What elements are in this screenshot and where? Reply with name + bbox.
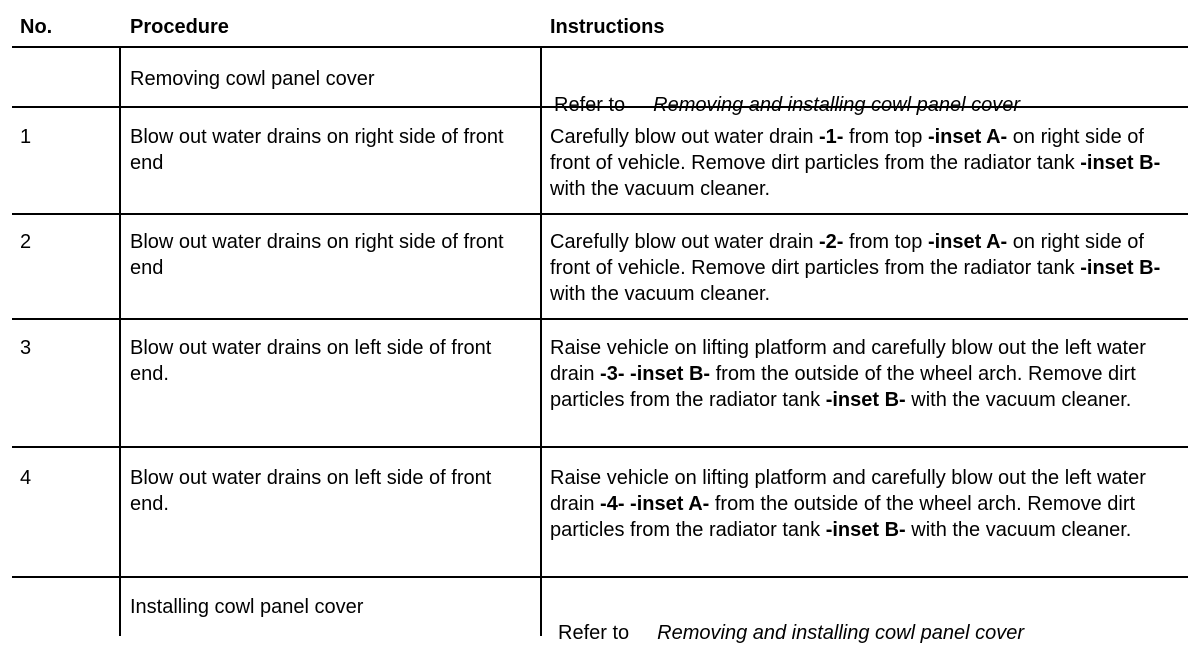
refer-link[interactable]: Removing and installing cowl panel cover	[657, 622, 1025, 644]
row-number: 1	[20, 126, 32, 148]
row-divider	[12, 576, 1188, 578]
instruction-emphasis: -4-	[600, 493, 625, 515]
instruction-text: Raise vehicle on lifting platform and carefully blow out the left water drain	[550, 337, 1146, 385]
instruction-text: from the outside of the wheel arch. Remove dirt particles from the radiator tank	[550, 493, 1136, 541]
instruction-emphasis: -inset B-	[1080, 152, 1161, 174]
instruction-emphasis: -inset B-	[825, 519, 906, 541]
instruction-emphasis: -3-	[600, 363, 625, 385]
instruction-cell	[550, 335, 1170, 413]
header-rule	[12, 46, 1188, 48]
procedure-cell: Blow out water drains on right side of front end	[130, 231, 504, 279]
refer-prefix: Refer to	[554, 94, 626, 116]
instruction-cell	[550, 229, 1180, 307]
instruction-text: with the vacuum cleaner.	[550, 283, 771, 305]
row-number: 2	[20, 231, 32, 253]
procedure-cell: Blow out water drains on left side of front end.	[130, 337, 492, 385]
row-divider	[12, 213, 1188, 215]
instruction-cell	[550, 465, 1170, 543]
instruction-emphasis: -inset A-	[630, 493, 710, 515]
procedure-cell: Blow out water drains on left side of front end.	[130, 467, 492, 515]
instruction-emphasis: -1-	[819, 126, 844, 148]
instruction-text: Carefully blow out water drain	[550, 231, 820, 253]
instruction-text: on right side of front of vehicle. Remove dirt particles from the radiator tank	[550, 231, 1144, 279]
instruction-text: from top	[843, 126, 928, 148]
instruction-text: from top	[843, 231, 928, 253]
instruction-emphasis: -inset B-	[630, 363, 711, 385]
row-divider	[12, 318, 1188, 320]
instruction-emphasis: -inset B-	[825, 389, 906, 411]
instruction-emphasis: -inset A-	[927, 231, 1008, 253]
instruction-text: on right side of front of vehicle. Remove dirt particles from the radiator tank	[550, 126, 1144, 174]
refer-link[interactable]: Removing and installing cowl panel cover	[653, 94, 1021, 116]
instruction-text: with the vacuum cleaner.	[550, 178, 771, 200]
row-number: 3	[20, 337, 32, 359]
procedure-cell: Removing cowl panel cover	[130, 68, 375, 90]
procedure-cell: Blow out water drains on right side of front end	[130, 126, 504, 174]
instruction-cell	[558, 594, 1184, 646]
procedure-cell: Installing cowl panel cover	[130, 596, 364, 618]
instruction-text: with the vacuum cleaner.	[905, 519, 1132, 541]
instruction-text: with the vacuum cleaner.	[905, 389, 1132, 411]
column-divider	[540, 48, 542, 636]
column-divider	[119, 48, 121, 636]
instruction-text: Raise vehicle on lifting platform and carefully blow out the left water drain	[550, 467, 1146, 515]
instruction-emphasis: -2-	[819, 231, 844, 253]
header-no: No.	[20, 16, 53, 38]
instruction-text: from the outside of the wheel arch. Remove dirt particles from the radiator tank	[550, 363, 1136, 411]
instruction-emphasis: -inset B-	[1080, 257, 1161, 279]
row-number: 4	[20, 467, 32, 489]
refer-prefix: Refer to	[558, 622, 630, 644]
instruction-cell	[550, 124, 1180, 202]
instruction-emphasis: -inset A-	[927, 126, 1008, 148]
header-procedure: Procedure	[130, 16, 229, 38]
header-instructions: Instructions	[550, 16, 665, 38]
row-divider	[12, 446, 1188, 448]
instruction-cell	[554, 66, 1184, 118]
instruction-text: Carefully blow out water drain	[550, 126, 820, 148]
